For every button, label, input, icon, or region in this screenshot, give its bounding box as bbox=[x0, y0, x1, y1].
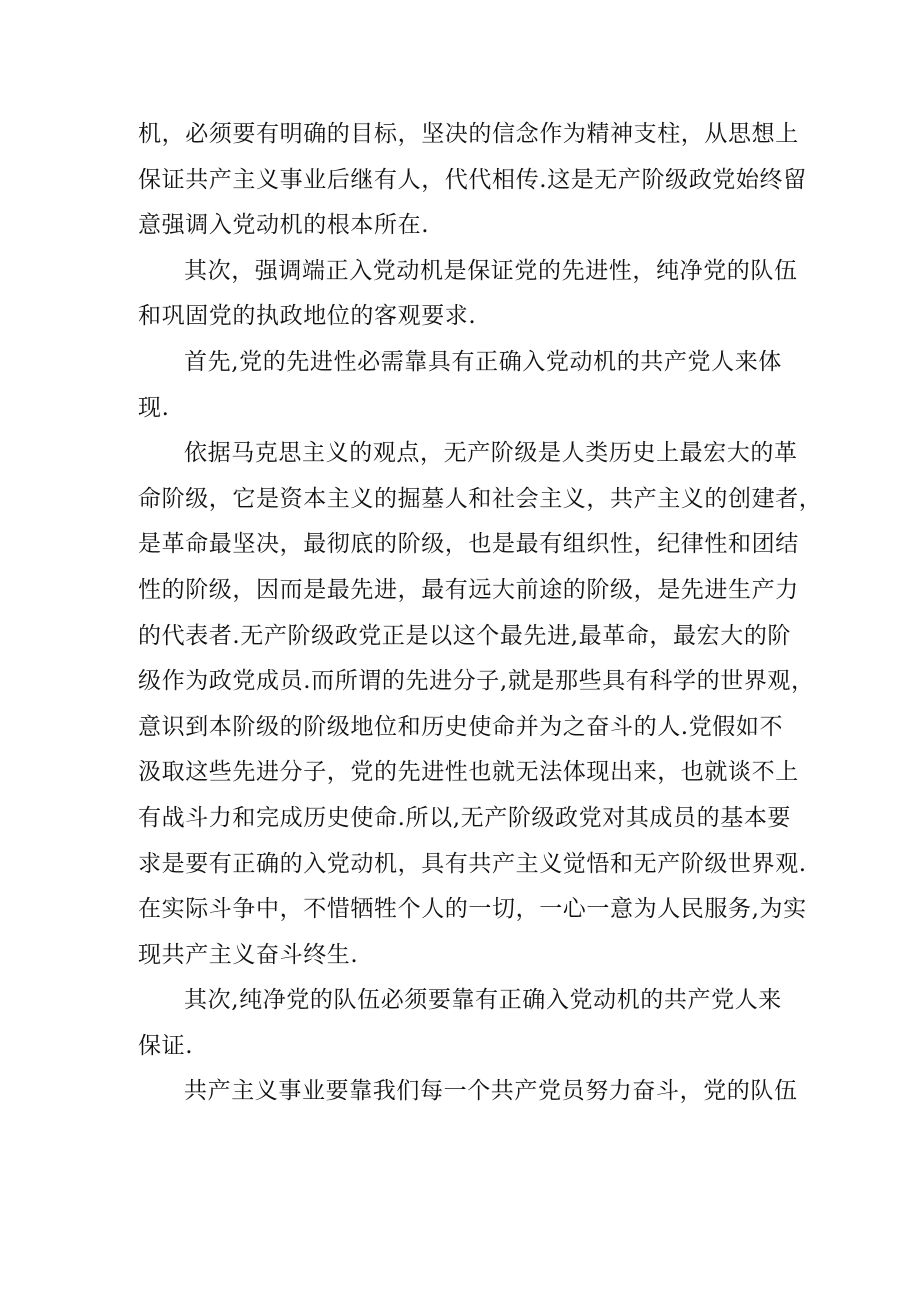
text-line: 有战斗力和完成历史使命.所以,无产阶级政党对其成员的基本要 bbox=[138, 804, 792, 831]
text-line: 级作为政党成员.而所谓的先进分子,就是那些具有科学的世界观， bbox=[138, 668, 815, 695]
paragraph-start-line: 其次,纯净党的队伍必须要靠有正确入党动机的共产党人来 bbox=[184, 987, 782, 1014]
text-line: 命阶级，它是资本主义的掘墓人和社会主义，共产主义的创建者， bbox=[138, 485, 823, 512]
text-line: 机，必须要有明确的目标，坚决的信念作为精神支柱，从思想上 bbox=[138, 121, 799, 147]
text-line: 现. bbox=[138, 394, 170, 421]
text-line: 意强调入党动机的根本所在. bbox=[138, 212, 430, 239]
text-line: 意识到本阶级的阶级地位和历史使命并为之奋斗的人.党假如不 bbox=[138, 713, 784, 740]
paragraph-start-line: 首先,党的先进性必需靠具有正确入党动机的共产党人来体 bbox=[184, 348, 782, 375]
text-line: 现共产主义奋斗终生. bbox=[138, 941, 359, 968]
text-line: 的代表者.无产阶级政党正是以这个最先进,最革命，最宏大的阶 bbox=[138, 622, 792, 649]
text-line: 保证. bbox=[138, 1032, 194, 1059]
paragraph-start-line: 其次，强调端正入党动机是保证党的先进性，纯净党的队伍 bbox=[184, 257, 798, 284]
paragraph-start-line: 共产主义事业要靠我们每一个共产党员努力奋斗，党的队伍 bbox=[184, 1078, 798, 1105]
paragraph-start-line: 依据马克思主义的观点，无产阶级是人类历史上最宏大的革 bbox=[184, 440, 798, 467]
text-line: 汲取这些先进分子，党的先进性也就无法体现出来，也就谈不上 bbox=[138, 759, 799, 786]
text-line: 求是要有正确的入党动机，具有共产主义觉悟和无产阶级世界观. bbox=[138, 850, 807, 877]
body-text bbox=[138, 112, 823, 1115]
text-line: 和巩固党的执政地位的客观要求. bbox=[138, 303, 477, 330]
text-line: 保证共产主义事业后继有人，代代相传.这是无产阶级政党始终留 bbox=[138, 166, 807, 193]
text-line: 性的阶级，因而是最先进，最有远大前途的阶级，是先进生产力 bbox=[138, 576, 799, 603]
text-line: 是革命最坚决，最彻底的阶级，也是最有组织性，纪律性和团结 bbox=[138, 531, 799, 558]
text-line: 在实际斗争中，不惜牺牲个人的一切，一心一意为人民服务,为实 bbox=[138, 896, 807, 923]
